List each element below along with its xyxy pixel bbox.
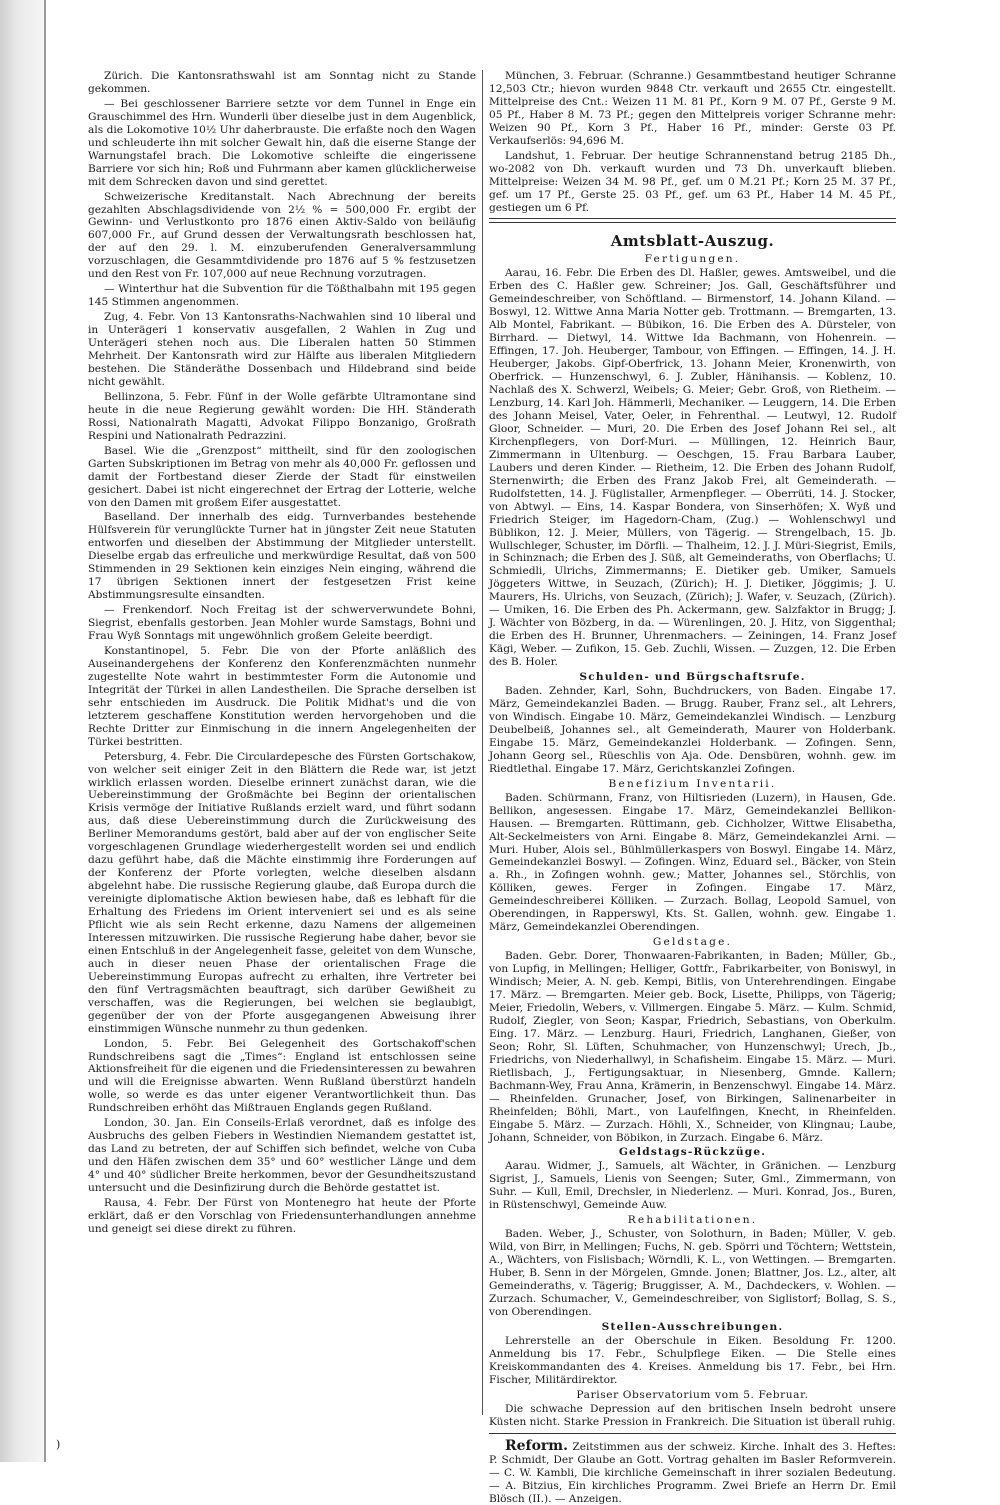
article-bellinzona: Bellinzona, 5. Febr. Fünf in der Wolle gefärbte Ultramontane sind heute in die neue Regierung gewählt worden: Die HH. Ständerath Rossi, Nationalrath Magatti, Advokat Filippo Bonzanigo, Großrath Respini und Nationalrath Pedrazzini. [88, 390, 476, 442]
heading-fertigungen: Fertigungen. [644, 253, 741, 266]
article-zuerich: Zürich. Die Kantonsrathswahl ist am Sonntag nicht zu Stande gekommen. [88, 70, 476, 95]
article-petersburg: Petersburg, 4. Febr. Die Circulardepesche des Fürsten Gortschakow, von welcher seit einiger Zeit in den Blättern die Rede war, ist jetzt wirklich erlassen worden. Dieselbe erinnert zunächst daran, wie die Uebereinstimmung der Großmächte bei Beginn der orientalischen Krisis vermöge der Initiative Rußlands erzielt ward, und führt sodann aus, daß diese Uebereinstimmung durch die Zurückweisung des Berliner Memorandums gestört, bald aber auf der von englischer Seite vorgeschlagenen Grundlage wiederhergestellt worden sei und endlich dazu geführt habe, daß die Mächte einstimmig ihre Forderungen auf der Konferenz der Pforte vorlegten, welche dieselben alsdann abgelehnt habe. Die russische Regierung glaube, daß Europa durch die vereinigte diplomatische Aktion bewiesen habe, daß es lebhaft für die Erhaltung des Friedens im Orient interveniert sei und es als seine Pflicht wie als sein Recht erkenne, dazu Namens der allgemeinen Interessen mitzuwirken. Die russische Regierung habe daher, bevor sie einen Entschluß in der Angelegenheit fasse, geleitet von dem Wunsche, auch in dieser neuen Phase der orientalischen Frage die Uebereinstimmung Europas aufrecht zu erhalten, ihre Vertreter bei den fünf Vertragsmächten beauftragt, sich darüber Gewißheit zu verschaffen, was die Regierungen, bei welchen sie beglaubigt, gegenüber der von der Pforte ausgegangenen Abweisung ihrer einstimmigen Wünsche nunmehr zu thun gedenken. [88, 750, 476, 1035]
right-column [489, 70, 896, 1505]
text-geldstags-rueckzuege: Aarau. Widmer, J., Samuels, alt Wächter, in Gränichen. — Lenzburg Sigrist, J., Samuels, Lienis von Seengen; Suter, Gml., Zimmermann, von Suhr. — Kull, Emil, Drechsler, in Niederlenz. — Muri. Konrad, Jos., Buren, in Rüstenschwyl, Gemeinde Auw. [489, 1160, 896, 1212]
heading-geldstags-rueckzuege: Geldstags-Rückzüge. [618, 1146, 767, 1159]
text-stellen: Lehrerstelle an der Oberschule in Eiken. Besoldung Fr. 1200. Anmeldung bis 17. Febr., Schulpflege Eiken. — Die Stelle eines Kreiskommandanten des 4. Kreises. Anmeldung bis 17. Febr., bei Hrn. Fischer, Militärdirektor. [489, 1334, 896, 1386]
text-geldstage: Baden. Gebr. Dorer, Thonwaaren-Fabrikanten, in Baden; Müller, Gb., von Lupfig, in Mellingen; Helliger, Gottfr., Fabrikarbeiter, von Boniswyl, in Windisch; Meier, A. N. geb. Kempi, Bitlis, von Unterehrendingen. Eingabe 17. März. — Bremgarten. Meier geb. Bock, Lisette, Philipps, von Tägerig; Meier, Friedolin, Webers, v. Villmergen. Eingabe 5. März. — Kulm. Schmid, Rudolf, Ziegler, von Seon; Kaspar, Friedrich, Sebastians, von Oberkulm. Eing. 17. März. — Lenzburg. Hauri, Friedrich, Langhanen, Gießer, von Seon; Rohr, Sl. Lüften, Schuhmacher, von Hunzenschwyl; Urech, Jb., Friedrichs, von Niederhallwyl, in Schafisheim. Eingabe 15. März. — Muri. Rietlisbach, J., Fertigungsaktuar, in Niesenberg, Gmnde. Kallern; Bachmann-Wey, Frau Anna, Krämerin, in Benzenschwyl. Eingabe 14. März. — Rheinfelden. Grunacher, Josef, von Birkingen, Salinenarbeiter in Rheinfelden; Böhli, Mart., von Laufelfingen, Knecht, in Rheinfelden. Eingabe 5. März. — Zurzach. Höhli, X., Schneider, von Klingnau; Laube, Johann, Schneider, von Böbikon, in Zurzach. Eingabe 6. März. [489, 950, 896, 1144]
ad-reform [489, 1437, 896, 1505]
reform-head: Reform. [505, 1437, 568, 1454]
text-schuldenrufe: Baden. Zehnder, Karl, Sohn, Buchdruckers, von Baden. Eingabe 17. März, Gemeindekanzlei Baden. — Brugg. Rauber, Franz sel., alt Lehrers, von Windisch. Eingabe 10. März, Gemeindekanzlei Windisch. — Lenzburg Deubelbeiß, Johannes sel., alt Gemeinderath, Maurer von Holderbank. Eingabe 15. März, Gemeindekanzlei Holderbank. — Zofingen. Senn, Johann Georg sel., Rüeschlis von Aja. Ode. Densbüren, wohnh. gew. im Riedtlethal. Eingabe 17. März, Gerichtskanzlei Zofingen. [489, 685, 896, 775]
reform-text: Zeitstimmen aus der schweiz. Kirche. Inhalt des 3. Heftes: P. Schmidt, Der Glaube an Gott. Vortrag gehalten im Basler Reformverein. — C. W. Kambli, Die kirchliche Gemeinschaft in ihrer sozialen Bedeutung. — A. Bitzius, Ein kirchliches Programm. Zwei Briefe an Herrn Dr. Emil Blösch (II.). — Anzeigen. [489, 1440, 896, 1505]
section-rule-reform [489, 1433, 896, 1434]
article-konstantinopel: Konstantinopel, 5. Febr. Die von der Pforte anläßlich des Auseinandergehens der Konferenz den Konferenzmächten nunmehr zugestellte Note wahrt in bestimmtester Form die Autonomie und Integrität der Türkei in allen Landestheilen. Die Sprache derselben ist sehr entschieden im Ausdruck. Die Politik Midhat's und die von letzterem geschaffene Konstitution werden hervorgehoben und die Rechte Dritter zur Einmischung in die innern Angelegenheiten der Türkei bestritten. [88, 644, 476, 748]
heading-geldstage: Geldstage. [652, 936, 733, 949]
article-enge: — Bei geschlossener Barriere setzte vor dem Tunnel in Enge ein Grauschimmel des Hrn. Wunderli über dieselbe just in dem Augenblick, als die Lokomotive 10½ Uhr daherbrauste. Die erfaßte noch den Wagen und schleuderte ihn mit solcher Gewalt hin, daß die eiserne Stange der Warnungstafel brach. Die Lokomotive schleifte die eingerissene Barriere vor sich hin; Roß und Fuhrmann aber kamen glücklicherweise mit dem Schrecken davon und sind gerettet. [88, 97, 476, 188]
article-baselland: Baselland. Der innerhalb des eidg. Turnverbandes bestehende Hülfsverein für verunglückte Turner hat in jüngster Zeit neue Statuten entworfen und dieselben der Abstimmung der Mitglieder unterstellt. Dieselbe ergab das erfreuliche und merkwürdige Resultat, daß von 500 Stimmenden in 29 Sektionen kein einziges Nein einging, während die 17 übrigen Sektionen innert der festgesetzen Frist keine Abstimmungsresulte einsandten. [88, 511, 476, 602]
heading-schuldenrufe: Schulden- und Bürgschaftsrufe. [579, 671, 806, 684]
heading-observatorium: Pariser Observatorium vom 5. Februar. [576, 1388, 809, 1401]
text-benefizium: Baden. Schürmann, Franz, von Hiltisrieden (Luzern), in Hausen, Gde. Bellikon, angesessen. Eingabe 17. März, Gemeindekanzlei Bellikon-Hausen. — Bremgarten. Rüttimann, geb. Cichholzer, Wittwe Elisabetha, Alt-Seckelmeisters von Arni. Eingabe 8. März, Gemeindekanzlei Arni. — Muri. Huber, Alois sel., Bühlmüllerkaspers von Boswyl. Eingabe 14. März, Gemeindekanzlei Boswyl. — Zofingen. Winz, Eduard sel., Bäcker, von Stein a. Rh., in Zofingen wohnh. gew.; Matter, Johannes sel., Störchlis, von Kölliken, gewes. Ferger in Zofingen. Eingabe 17. März, Gemeindeschreiberei Kölliken. — Zurzach. Bollag, Leopold Samuel, von Oberendingen, in Rapperswyl, Kts. St. Gallen, wohnh. gew. Eingabe 1. März, Gemeindekanzlei Oberendingen. [489, 791, 896, 934]
article-london-2: London, 30. Jan. Ein Conseils-Erlaß verordnet, daß es infolge des Ausbruchs des gelben Fiebers in Westindien Niemandem gestattet ist, das Land zu betreten, der auf Schiffen sich befindet, welche von Cuba und den Häfen zwischen dem 35° und 60° westlicher Länge und dem 4° und 40° südlicher Breite herkommen, bevor der Gesundheitszustand untersucht und die Desinfizirung durch die Behörde gestattet ist. [88, 1117, 476, 1195]
article-kreditanstalt: Schweizerische Kreditanstalt. Nach Abrechnung der bereits gezahlten Abschlagsdividende von 2½ % = 500,000 Fr. ergibt der Gewinn- und Verlustkonto pro 1876 einen Aktiv-Saldo von beiläufig 607,000 Fr., auf Grund dessen der Verwaltungsrath beschlossen hat, der auf den 29. l. M. einzuberufenden Generalversammlung vorzuschlagen, die Gesammtdividende pro 1876 auf 5 % festzusetzen und den Rest von Fr. 107,000 auf neue Rechnung vorzutragen. [88, 190, 476, 281]
amtsblatt-title: Amtsblatt-Auszug. [610, 232, 775, 251]
article-london-1: London, 5. Febr. Bei Gelegenheit des Gortschakoff'schen Rundschreibens sagt die „Times“: England ist entschlossen seine Aktionsfreiheit für die eigenen und die Friedensinteressen zu bewahren und will die Ereignisse abwarten. Wenn Rußland überstürzt handeln wolle, so werde es das unter eigener Verantwortlichkeit thun. Das Rundschreiben erhöht das Mißtrauen Englands gegen Rußland. [88, 1037, 476, 1115]
article-frenkendorf: — Frenkendorf. Noch Freitag ist der schwerverwundete Bohni, Siegrist, ebenfalls gestorben. Jean Mohler wurde Samstags, Bohni und Frau Wyß Sonntags mit ungewöhnlich großem Geleite beerdigt. [88, 604, 476, 643]
article-zug: Zug, 4. Febr. Von 13 Kantonsraths-Nachwahlen sind 10 liberal und in Unterägeri 1 konservativ ausgefallen, 2 Wahlen in Zug und Unterägeri stehen noch aus. Die Liberalen hatten 50 Stimmen Mehrheit. Der Kantonsrath wird zur Hälfte aus liberalen Mitgliedern bestehen. Die Ständeräthe Dossenbach und Hildebrand sind beide nicht gewählt. [88, 311, 476, 388]
market-muenchen: München, 3. Februar. (Schranne.) Gesammtbestand heutiger Schranne 12,503 Ctr.; hievon wurden 9848 Ctr. verkauft und 2655 Ctr. eingestellt. Mittelpreise des Cnt.: Weizen 11 M. 81 Pf., Korn 9 M. 07 Pf., Gerste 9 M. 05 Pf., Haber 8 M. 73 Pf.; gegen den Mittelpreis voriger Schranne mehr: Weizen 90 Pf., Korn 3 Pf., Haber 16 Pf., minder: Gerste 03 Pf. Verkaufserlös: 94,696 M. [489, 70, 896, 147]
text-fertigungen: Aarau, 16. Febr. Die Erben des Dl. Haßler, gewes. Amtsweibel, und die Erben des C. Haßler gew. Schreiner; Jos. Gall, Geschäftsführer und Gemeindeschreiber, von Schöftland. — Birmenstorf, 14. Johann Kiland. — Boswyl, 12. Wittwe Anna Maria Notter geb. Trottmann. — Bremgarten, 13. Alb Montel, Fabrikant. — Bübikon, 16. Die Erben des A. Dürsteler, von Birrhard. — Dietwyl, 14. Wittwe Ida Bachmann, von Hohenrein. — Effingen, 17. Joh. Heuberger, Tambour, von Effingen. — Effingen, 14. J. H. Heuberger, Jakobs. Gipf-Oberfrick, 13. Johann Meier, Kronenwirth, von Oberfrick. — Hunzenschwyl, 6. J. Zubler, Hänihansis. — Koblenz, 10. Nachlaß des X. Schwerzl, Weibels; G. Meier; Gebr. Groß, von Rietheim. — Lenzburg, 14. Karl Joh. Hämmerli, Mechaniker. — Leuggern, 14. Die Erben des Johann Meisel, Vater, Oeler, in Fehrenthal. — Leutwyl, 12. Rudolf Gloor, Schneider. — Muri, 20. Die Erben des Josef Johann Rei sel., alt Kirchenpflegers, von Dorf-Muri. — Müllingen, 12. Heinrich Baur, Zimmermann in Ultenburg. — Oeschgen, 15. Frau Barbara Lauber, Laubers und deren Kinder. — Rietheim, 12. Die Erben des Johann Rudolf, Sternenwirth; die Erben des Franz Jakob Frei, alt Gemeinderath. — Rudolfstetten, 14. J. Füglistaller, Armenpfleger. — Oberrüti, 14. J. Stocker, von Abtwyl. — Eins, 14. Kaspar Bondera, von Sinserhöfen; X. Wyß und Friedrich Steiger, im Hagedorn-Cham, (Zug.) — Wohlenschwyl und Büblikon, 12. J. Meier, Müllers, von Tägerig. — Strengelbach, 15. Jb. Wullschleger, Schuster, im Dörfli. — Thalheim, 12. J. J. Müri-Siegrist, Emils, in Schinznach; die Erben des J. Süß, alt Gemeinderaths, von Oberflachs; U. Schmiedli, Ulrichs, Zimmermanns; E. Dietiker geb. Umiker, Samuels Jöggeters Wittwe, in Seuzach, (Zürich); H. J. Dietiker, Jöggimis; J. U. Maurers, Hs. Ulrichs, von Seuzach, (Zürich); J. Wafer, v. Seuzach, (Zürich). — Umiken, 16. Die Erben des Ph. Ackermann, gew. Salzfaktor in Brugg; J. J. Wächter von Bözberg, in da. — Würenlingen, 20. J. Hitz, von Siggenthal; die Erben des H. Brunner, Uhrenmachers. — Zeiningen, 14. Franz Josef Kägi, Weber. — Zufikon, 15. Geb. Zuchli, Wissen. — Zuzgen, 12. Die Erben des B. Holer. [489, 267, 896, 669]
text-observatorium: Die schwache Depression auf den britischen Inseln bedroht unsere Küsten nicht. Starke Pression in Frankreich. Die Situation ist überall ruhig. [489, 1402, 896, 1428]
page-edge-shadow [0, 0, 44, 1462]
left-column [88, 70, 476, 1440]
margin-mark: ) [56, 1438, 61, 1451]
text-rehabilitationen: Baden. Weber, J., Schuster, von Solothurn, in Baden; Müller, V. geb. Wild, von Birr, in Mellingen; Fuchs, N. geb. Spörri und Töchtern; Wettstein, A., Wächters, von Fislisbach; Wörndli, K. L., von Wettingen. — Bremgarten. Huber, B. Senn in der Mörgelen, Gmnde. Jonen; Blattner, Jos. Lz., alter, alt Gemeinderaths, v. Tägerig; Bruggisser, A. M., Dachdeckers, v. Wohlen. — Zurzach. Schumacher, V., Gemeindeschreiber, von Siglistorf; Bollag, S. S., von Oberendingen. [489, 1228, 896, 1319]
market-landshut: Landshut, 1. Februar. Der heutige Schrannenstand betrug 2185 Dh., wo-2082 von Dh. verkauft wurden und 73 Dh. unverkauft blieben. Mittelpreise: Weizen 34 M. 98 Pf., gef. um 0 M.21 Pf.; Korn 25 M. 37 Pf., gef. um 17 Pf., Gerste 25. 03 Pf., gef. um 63 Pf., Haber 14 M. 45 Pf., gestiegen um 6 Pf. [489, 149, 896, 214]
column-divider [482, 70, 483, 1415]
article-basel: Basel. Wie die „Grenzpost“ mittheilt, sind für den zoologischen Garten Subskriptionen im Betrag von mehr als 40,000 Fr. geflossen und damit der Fortbestand dieser Zierde der Stadt für einstweilen gesichert. Dabei ist nicht eingerechnet der Ertrag der Lotterie, welche von den Damen mit großem Eifer ausgestattet. [88, 444, 476, 509]
heading-stellen: Stellen-Ausschreibungen. [601, 1320, 784, 1333]
page-fold [44, 0, 46, 1462]
section-rule [489, 218, 896, 223]
article-winterthur: — Winterthur hat die Subvention für die Tößthalbahn mit 195 gegen 145 Stimmen angenommen. [88, 283, 476, 309]
article-rausa: Rausa, 4. Febr. Der Fürst von Montenegro hat heute der Pforte erklärt, daß er den Vorschlag von Friedensunterhandlungen annehme und geneigt sei diese direkt zu führen. [88, 1197, 476, 1235]
heading-rehabilitationen: Rehabilitationen. [627, 1214, 758, 1227]
heading-benefizium: Benefizium Inventarii. [608, 777, 777, 790]
